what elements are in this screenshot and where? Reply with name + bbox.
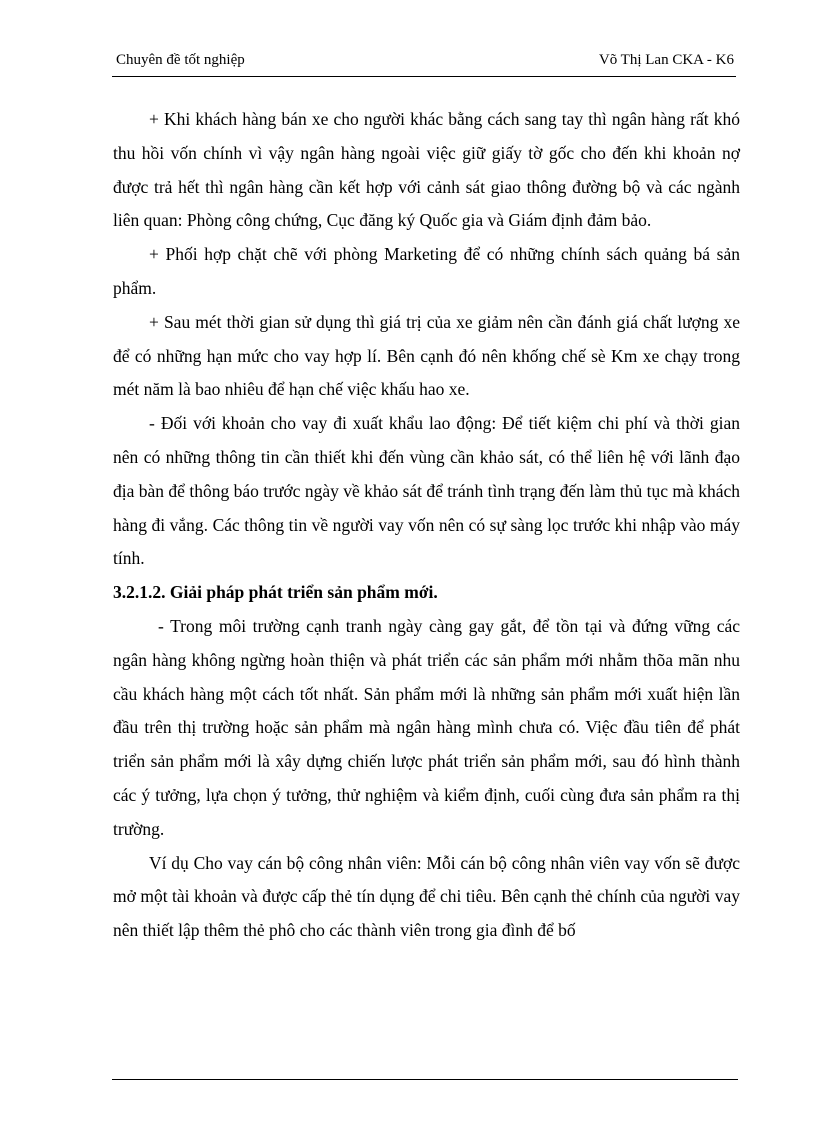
paragraph-labor-export-loans: - Đối với khoản cho vay đi xuất khẩu lao động: Để tiết kiệm chi phí và thời gian nên có những thông tin cần thiết khi đến vùng cần khảo sát, có thể liên hệ với lãnh đạo địa bàn để thông báo trước ngày về khảo sát để tránh tình trạng đến làm thủ tục mà khách hàng đi vắng. Các thông tin về người vay vốn nên có sự sàng lọc trước khi nhập vào máy tính.: [113, 413, 740, 569]
footer-rule: [112, 1079, 738, 1080]
document-body: [113, 103, 740, 948]
section-heading: 3.2.1.2. Giải pháp phát triển sản phẩm mới.: [113, 582, 438, 603]
paragraph-marketing-coordination: + Phối hợp chặt chẽ với phòng Marketing để có những chính sách quảng bá sản phẩm.: [113, 244, 740, 298]
paragraph-vehicle-resale: + Khi khách hàng bán xe cho người khác bằng cách sang tay thì ngân hàng rất khó thu hồi vốn chính vì vậy ngân hàng ngoài việc giữ giấy tờ gốc cho đến khi khoản nợ được trả hết thì ngân hàng cần kết hợp với cảnh sát giao thông đường bộ và các ngành liên quan: Phòng công chứng, Cục đăng ký Quốc gia và Giám định đảm bảo.: [113, 109, 740, 231]
header-author: Võ Thị Lan CKA - K6: [598, 52, 734, 68]
paragraph-vehicle-valuation: + Sau mét thời gian sử dụng thì giá trị của xe giảm nên cần đánh giá chất lượng xe để có những hạn mức cho vay hợp lí. Bên cạnh đó nên khống chế sè Km xe chạy trong mét năm là bao nhiêu để hạn chế việc khấu hao xe.: [113, 311, 740, 400]
paragraph-new-product-development: - Trong môi trường cạnh tranh ngày càng gay gắt, để tồn tại và đứng vững các ngân hàng không ngừng hoàn thiện và phát triển các sản phẩm mới nhằm thõa mãn nhu cầu khách hàng một cách tốt nhất. Sản phẩm mới là những sản phẩm mới xuất hiện lần đầu trên thị trường hoặc sản phẩm mà ngân hàng mình chưa có. Việc đầu tiên để phát triển sản phẩm mới là xây dựng chiến lược phát triển sản phẩm mới, sau đó hình thành các ý tưởng, lựa chọn ý tưởng, thử nghiệm và kiểm định, cuối cùng đưa sản phẩm ra thị trường.: [113, 615, 740, 839]
header-document-title: Chuyên đề tốt nghiệp: [116, 52, 245, 68]
paragraph-staff-loan-example: Ví dụ Cho vay cán bộ công nhân viên: Mỗi cán bộ công nhân viên vay vốn sẽ được mở một tài khoản và được cấp thẻ tín dụng để chi tiêu. Bên cạnh thẻ chính của người vay nên thiết lập thêm thẻ phô cho các thành viên trong gia đình để bố: [113, 852, 740, 941]
page-header: [112, 52, 736, 77]
